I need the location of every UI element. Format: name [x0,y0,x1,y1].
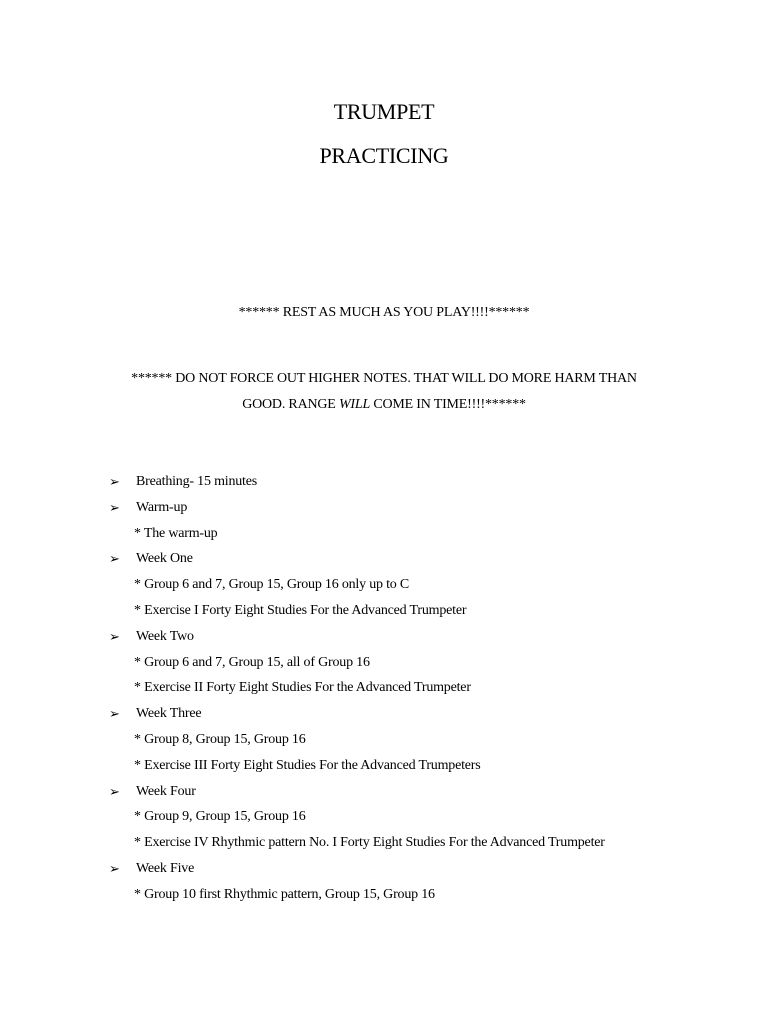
list-item-sub [109,678,749,704]
arrow-bullet-icon: ➢ [109,474,120,489]
list-item-bullet [109,627,749,653]
list-item-bullet [109,498,749,524]
list-item-sub [109,653,749,679]
list-item-text: * Group 6 and 7, Group 15, Group 16 only up to C [134,577,410,593]
list-item-sub [109,756,749,782]
list-item-bullet [109,472,749,498]
list-item-text: * Group 6 and 7, Group 15, all of Group 16 [134,654,370,670]
list-item-text: * Group 8, Group 15, Group 16 [134,731,306,747]
list-item-sub [109,524,749,550]
list-item-text: * Exercise III Forty Eight Studies For the Advanced Trumpeters [134,757,481,773]
page-title-line-1: TRUMPET [333,99,435,124]
list-item-text: Warm-up [136,499,188,515]
list-item-sub [109,807,749,833]
list-item-bullet [109,782,749,808]
arrow-bullet-icon: ➢ [109,706,120,722]
list-item-text: * Exercise II Forty Eight Studies For the Advanced Trumpeter [134,680,471,696]
list-item-bullet [109,859,749,885]
force-note-pre: GOOD. RANGE [242,397,339,412]
list-item-bullet [109,549,749,575]
rest-note: ****** REST AS MUCH AS YOU PLAY!!!!****** [238,305,530,320]
force-note-post: COME IN TIME!!!!****** [370,397,526,412]
arrow-bullet-icon: ➢ [109,783,120,799]
arrow-bullet-icon: ➢ [109,628,120,644]
list-item-bullet [109,704,749,730]
list-item-text: Breathing- 15 minutes [136,474,258,489]
list-item-sub [109,575,749,601]
practice-list [109,472,749,911]
force-note-emphasis: WILL [338,397,371,412]
list-item-sub [109,730,749,756]
list-item-sub [109,885,749,911]
list-item-text: * Group 10 first Rhythmic pattern, Group 15, Group 16 [134,886,435,902]
arrow-bullet-icon: ➢ [109,551,120,567]
force-note-line-2 [0,397,768,413]
arrow-bullet-icon: ➢ [109,860,120,876]
page-title-line-2: PRACTICING [319,143,449,168]
arrow-bullet-icon: ➢ [109,499,120,515]
list-item-sub [109,833,749,859]
list-item-text: * Group 9, Group 15, Group 16 [134,809,306,825]
list-item-text: Week Four [136,783,196,799]
list-item-text: Week One [136,551,193,567]
list-item-text: * Exercise I Forty Eight Studies For the Advanced Trumpeter [134,602,467,618]
list-item-text: * Exercise IV Rhythmic pattern No. I Forty Eight Studies For the Advanced Trumpeter [134,835,605,851]
list-item-sub [109,601,749,627]
list-item-text: Week Two [136,628,194,644]
list-item-text: Week Three [136,706,202,722]
list-item-text: * The warm-up [134,525,218,541]
force-note-line-1: ****** DO NOT FORCE OUT HIGHER NOTES. THAT WILL DO MORE HARM THAN [131,371,637,386]
list-item-text: Week Five [136,860,195,876]
